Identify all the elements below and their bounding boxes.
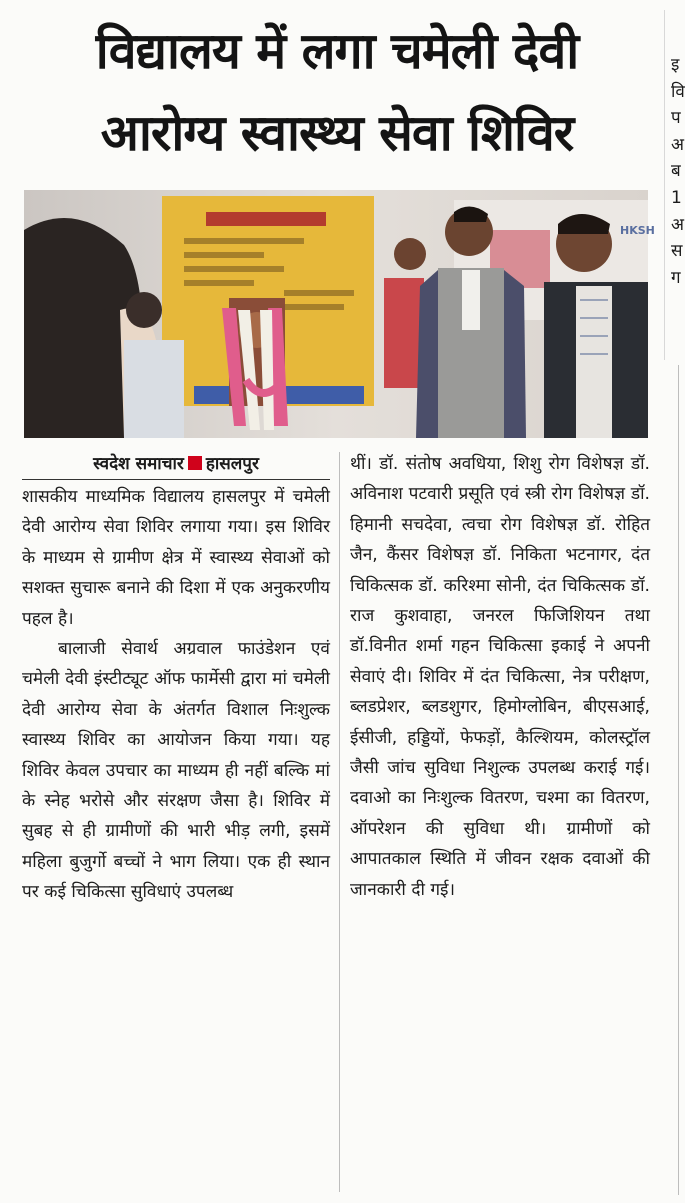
- red-square-icon: [188, 456, 202, 470]
- column-divider: [339, 452, 340, 1192]
- article-paragraph: थीं। डॉ. संतोष अवधिया, शिशु रोग विशेषज्ञ डॉ. अविनाश पटवारी प्रसूति एवं स्त्री रोग विशेषज्ञ डॉ. हिमानी सचदेवा, त्वचा रोग विशेषज्ञ डॉ. रोहित जैन, कैंसर विशेषज्ञ डॉ. निकिता भटनागर, दंत चिकित्सक डॉ. करिश्मा सोनी, दंत चिकित्सक डॉ. राज कुशवाहा, जनरल फिजिशियन तथा डॉ.विनीत शर्मा गहन चिकित्सा इकाई ने अपनी सेवाएं दी। शिविर में दंत चिकित्सा, नेत्र परीक्षण, ब्लडप्रेशर, ब्लडशुगर, हिमोग्लोबिन, बीएसआई, ईसीजी, हड्डियों, फेफड़ों, कैल्शियम, कोलस्ट्रॉल जैसी जांच सुविधा निशुल्क उपलब्ध कराई गई। दवाओ का निःशुल्क वितरण, चश्मा का वितरण, ऑपरेशन की सुविधा थी। ग्रामीणों को आपातकाल स्थिति में जीवन रक्षक दवाओं की जानकारी दी गई।: [350, 454, 650, 900]
- event-photo: [24, 190, 655, 438]
- headline-line-2: आरोग्य स्वास्थ्य सेवा शिविर: [100, 104, 574, 162]
- headline-line-1: विद्यालय में लगा चमेली देवी: [95, 22, 579, 80]
- edge-line: ब: [671, 161, 681, 182]
- column-rule-top: [664, 10, 665, 360]
- edge-line: प: [671, 108, 681, 129]
- edge-line: अ: [671, 134, 684, 155]
- poster-tag: HKSH: [620, 224, 655, 237]
- article-paragraph: बालाजी सेवार्थ अग्रवाल फाउंडेशन एवं चमेली देवी इंस्टीट्यूट ऑफ फार्मेसी द्वारा मां चमेली देवी आरोग्य सेवा के अंतर्गत विशाल निःशुल्क स्वास्थ्य शिविर का आयोजन किया गया। यह शिविर केवल उपचार का माध्यम ही नहीं बल्कि मां के स्नेह भरोसे और संरक्षण जैसा है। शिविर में सुबह से ही ग्रामीणों की भारी भीड़ लगी, इसमें महिला बुजुर्गो बच्चों ने भाग लिया। एक ही स्थान पर कई चिकित्सा सुविधाएं उपलब्ध: [22, 639, 330, 903]
- byline-place: हासलपुर: [205, 454, 259, 474]
- edge-line: 1: [671, 187, 682, 208]
- article-column-2: [350, 449, 650, 905]
- column-rule-bottom: [678, 365, 679, 1195]
- byline: [22, 449, 330, 480]
- edge-line: इ: [671, 55, 680, 75]
- event-photo-illustration: [24, 190, 655, 438]
- headline: [22, 10, 652, 174]
- edge-line: वि: [671, 81, 685, 102]
- edge-line: अ: [671, 214, 684, 235]
- article-column-1: [22, 449, 330, 908]
- article-paragraph: शासकीय माध्यमिक विद्यालय हासलपुर में चमेली देवी आरोग्य सेवा शिविर लगाया गया। इस शिविर के माध्यम से ग्रामीण क्षेत्र में स्वास्थ्य सेवाओं को सशक्त सुचारू बनाने की दिशा में एक अनुकरणीय पहल है।: [22, 487, 330, 629]
- byline-source: स्वदेश समाचार: [93, 454, 184, 474]
- adjacent-article-edge: [671, 52, 684, 291]
- edge-line: स: [671, 241, 683, 262]
- edge-line: ग: [671, 267, 681, 288]
